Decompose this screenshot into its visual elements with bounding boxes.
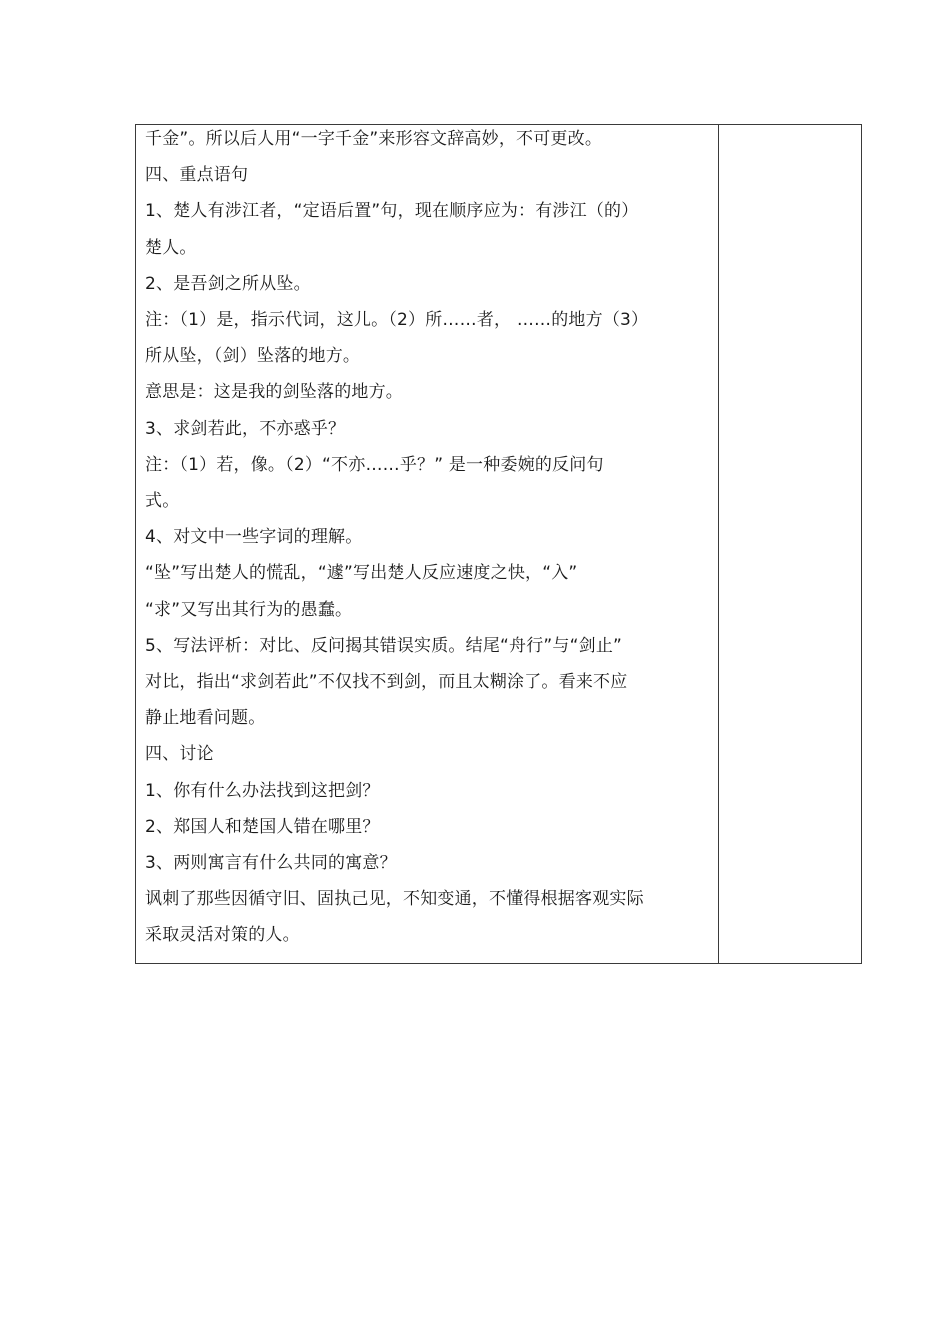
section-heading: 四、讨论 [145,744,214,765]
text-line: 对比，指出“求剑若此”不仅找不到剑，而且太糊涂了。看来不应 [145,672,628,693]
lesson-table [135,124,862,964]
text-line: 2、是吾剑之所从坠。 [145,273,311,294]
text-line: “求”又写出其行为的愚蠢。 [145,599,353,620]
text-line: 1、楚人有涉江者，“定语后置”句，现在顺序应为：有涉江（的） [145,201,639,222]
lesson-content-cell [136,125,719,963]
text-line: 2、郑国人和楚国人错在哪里？ [145,816,380,837]
text-line: 4、对文中一些字词的理解。 [145,527,363,548]
text-line: 千金”。所以后人用“一字千金”来形容文辞高妙，不可更改。 [145,129,603,149]
text-line: 静止地看问题。 [145,708,266,729]
text-line: 注：（1）是，指示代词，这儿。（2）所……者， ……的地方（3） [145,310,649,331]
text-line: 采取灵活对策的人。 [145,925,300,946]
text-line: 所从坠，（剑）坠落的地方。 [145,346,361,367]
section-heading: 四、重点语句 [145,165,249,186]
notes-cell [719,125,861,963]
text-line: 注：（1）若，像。（2）“不亦……乎？” 是一种委婉的反问句 [145,454,604,475]
text-line: “坠”写出楚人的慌乱，“遽”写出楚人反应速度之快，“入” [145,563,578,584]
text-line: 讽刺了那些因循守旧、固执己见，不知变通，不懂得根据客观实际 [145,889,644,910]
text-line: 3、两则寓言有什么共同的寓意？ [145,853,397,874]
text-line: 意思是：这是我的剑坠落的地方。 [145,382,403,403]
text-line: 式。 [145,491,180,512]
text-line: 1、你有什么办法找到这把剑？ [145,780,380,801]
text-line: 5、写法评析：对比、反问揭其错误实质。结尾“舟行”与“剑止” [145,635,623,656]
text-line: 楚人。 [145,237,197,258]
text-line: 3、求剑若此，不亦惑乎？ [145,418,346,439]
